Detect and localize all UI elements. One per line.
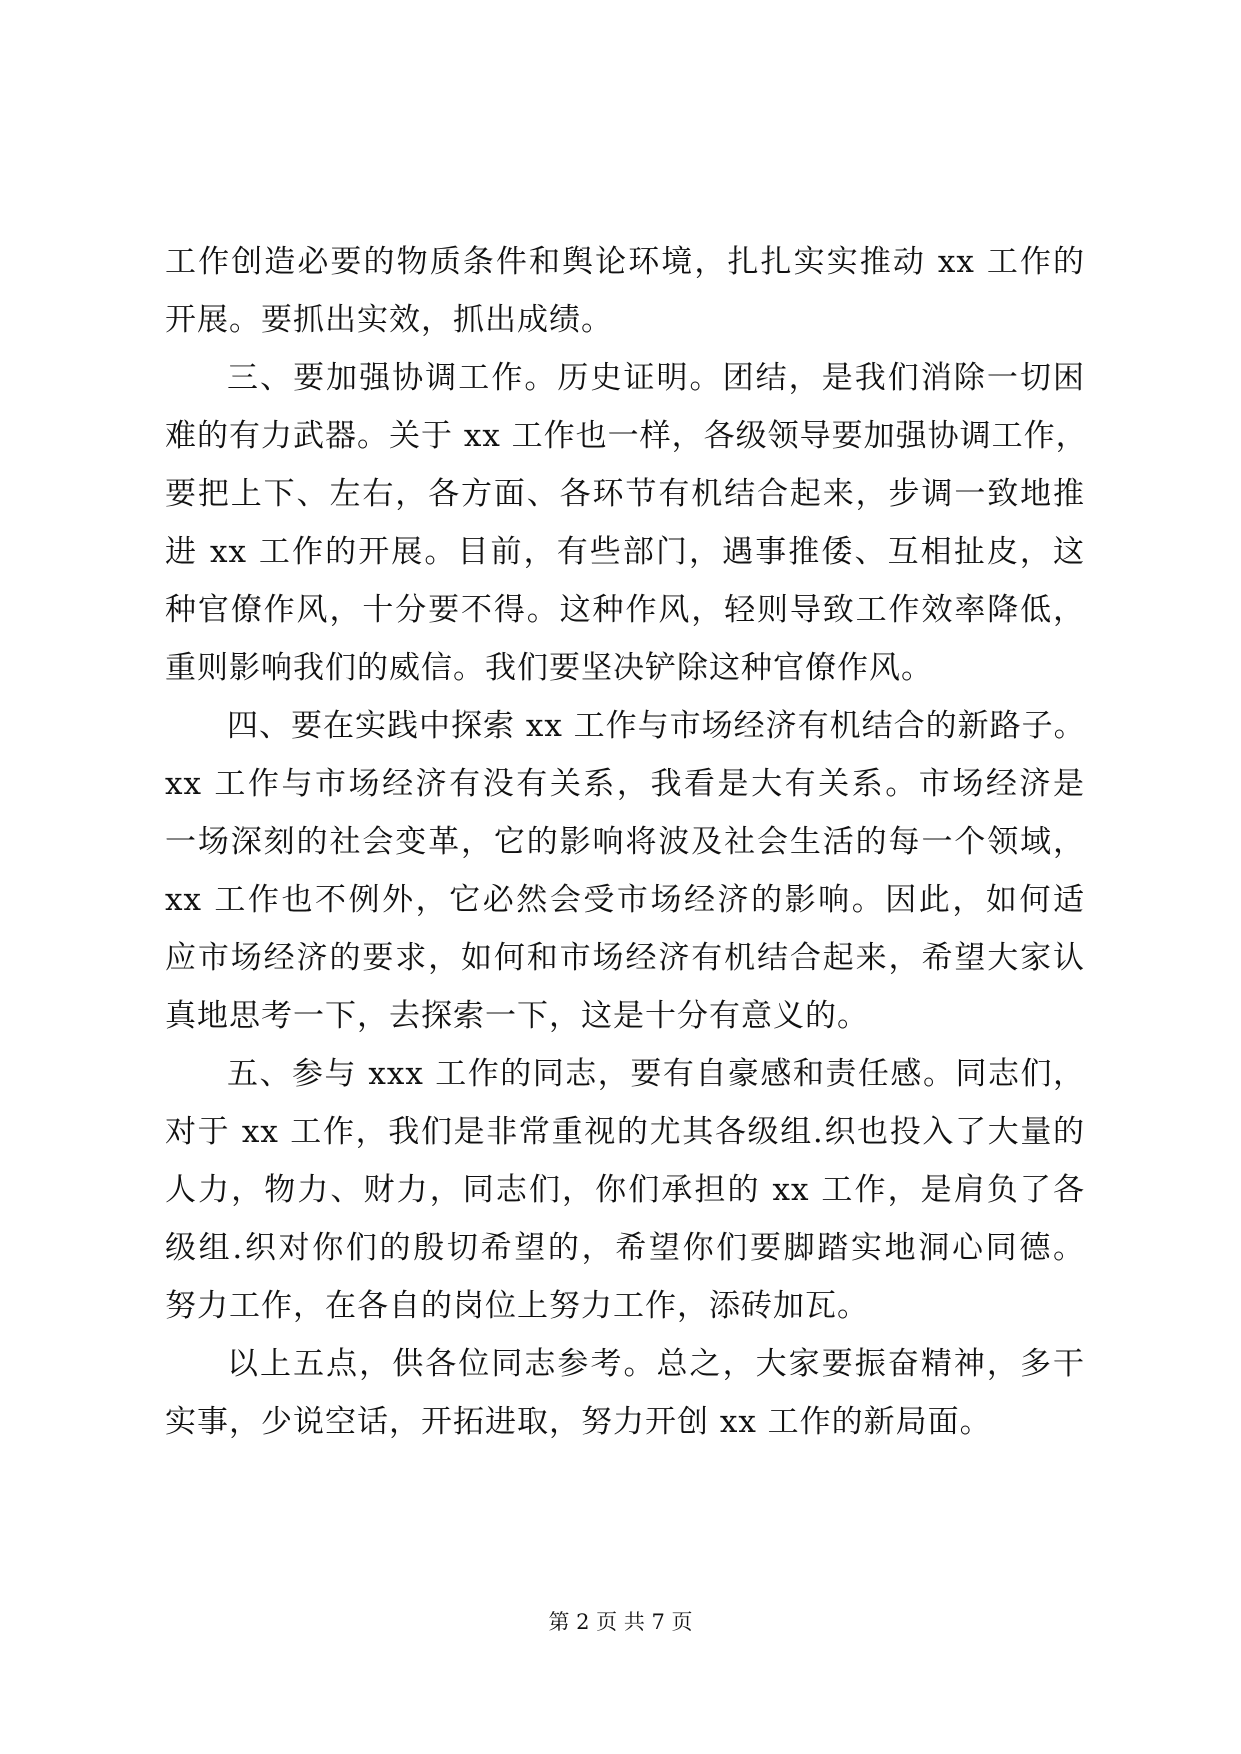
text-line: 应市场经济的要求，如何和市场经济有机结合起来，希望大家认 (165, 940, 1085, 976)
text-line: 一场深刻的社会变革，它的影响将波及社会生活的每一个领域， (165, 824, 1085, 860)
text-line: xx 工作与市场经济有没有关系，我看是大有关系。市场经济是 (165, 766, 1085, 802)
text-line: 要把上下、左右，各方面、各环节有机结合起来，步调一致地推 (165, 476, 1085, 512)
page-number-footer: 第 2 页 共 7 页 (548, 1610, 693, 1634)
text-line: 人力，物力、财力，同志们，你们承担的 xx 工作，是肩负了各 (165, 1172, 1085, 1208)
text-line: 对于 xx 工作，我们是非常重视的尤其各级组.织也投入了大量的 (165, 1114, 1085, 1150)
text-line: 进 xx 工作的开展。目前，有些部门，遇事推倭、互相扯皮，这 (165, 534, 1085, 570)
text-line: xx 工作也不例外，它必然会受市场经济的影响。因此，如何适 (165, 882, 1085, 918)
text-line: 努力工作，在各自的岗位上努力工作，添砖加瓦。 (165, 1288, 869, 1324)
text-line: 实事，少说空话，开拓进取，努力开创 xx 工作的新局面。 (165, 1404, 992, 1440)
text-line: 工作创造必要的物质条件和舆论环境，扎扎实实推动 xx 工作的 (165, 244, 1085, 280)
text-line: 真地思考一下，去探索一下，这是十分有意义的。 (165, 998, 869, 1034)
text-line: 开展。要抓出实效，抓出成绩。 (165, 302, 613, 338)
text-line: 四、要在实践中探索 xx 工作与市场经济有机结合的新路子。 (227, 708, 1086, 744)
text-line: 难的有力武器。关于 xx 工作也一样，各级领导要加强协调工作， (165, 418, 1088, 454)
text-line: 三、要加强协调工作。历史证明。团结，是我们消除一切困 (227, 360, 1085, 396)
text-line: 重则影响我们的威信。我们要坚决铲除这种官僚作风。 (165, 650, 933, 686)
text-line: 五、参与 xxx 工作的同志，要有自豪感和责任感。同志们， (227, 1056, 1085, 1092)
text-line: 以上五点，供各位同志参考。总之，大家要振奋精神，多干 (227, 1346, 1085, 1382)
text-line: 种官僚作风，十分要不得。这种作风，轻则导致工作效率降低， (165, 592, 1085, 628)
text-line: 级组.织对你们的殷切希望的，希望你们要脚踏实地洞心同德。 (165, 1230, 1085, 1266)
document-body (165, 233, 1088, 1451)
